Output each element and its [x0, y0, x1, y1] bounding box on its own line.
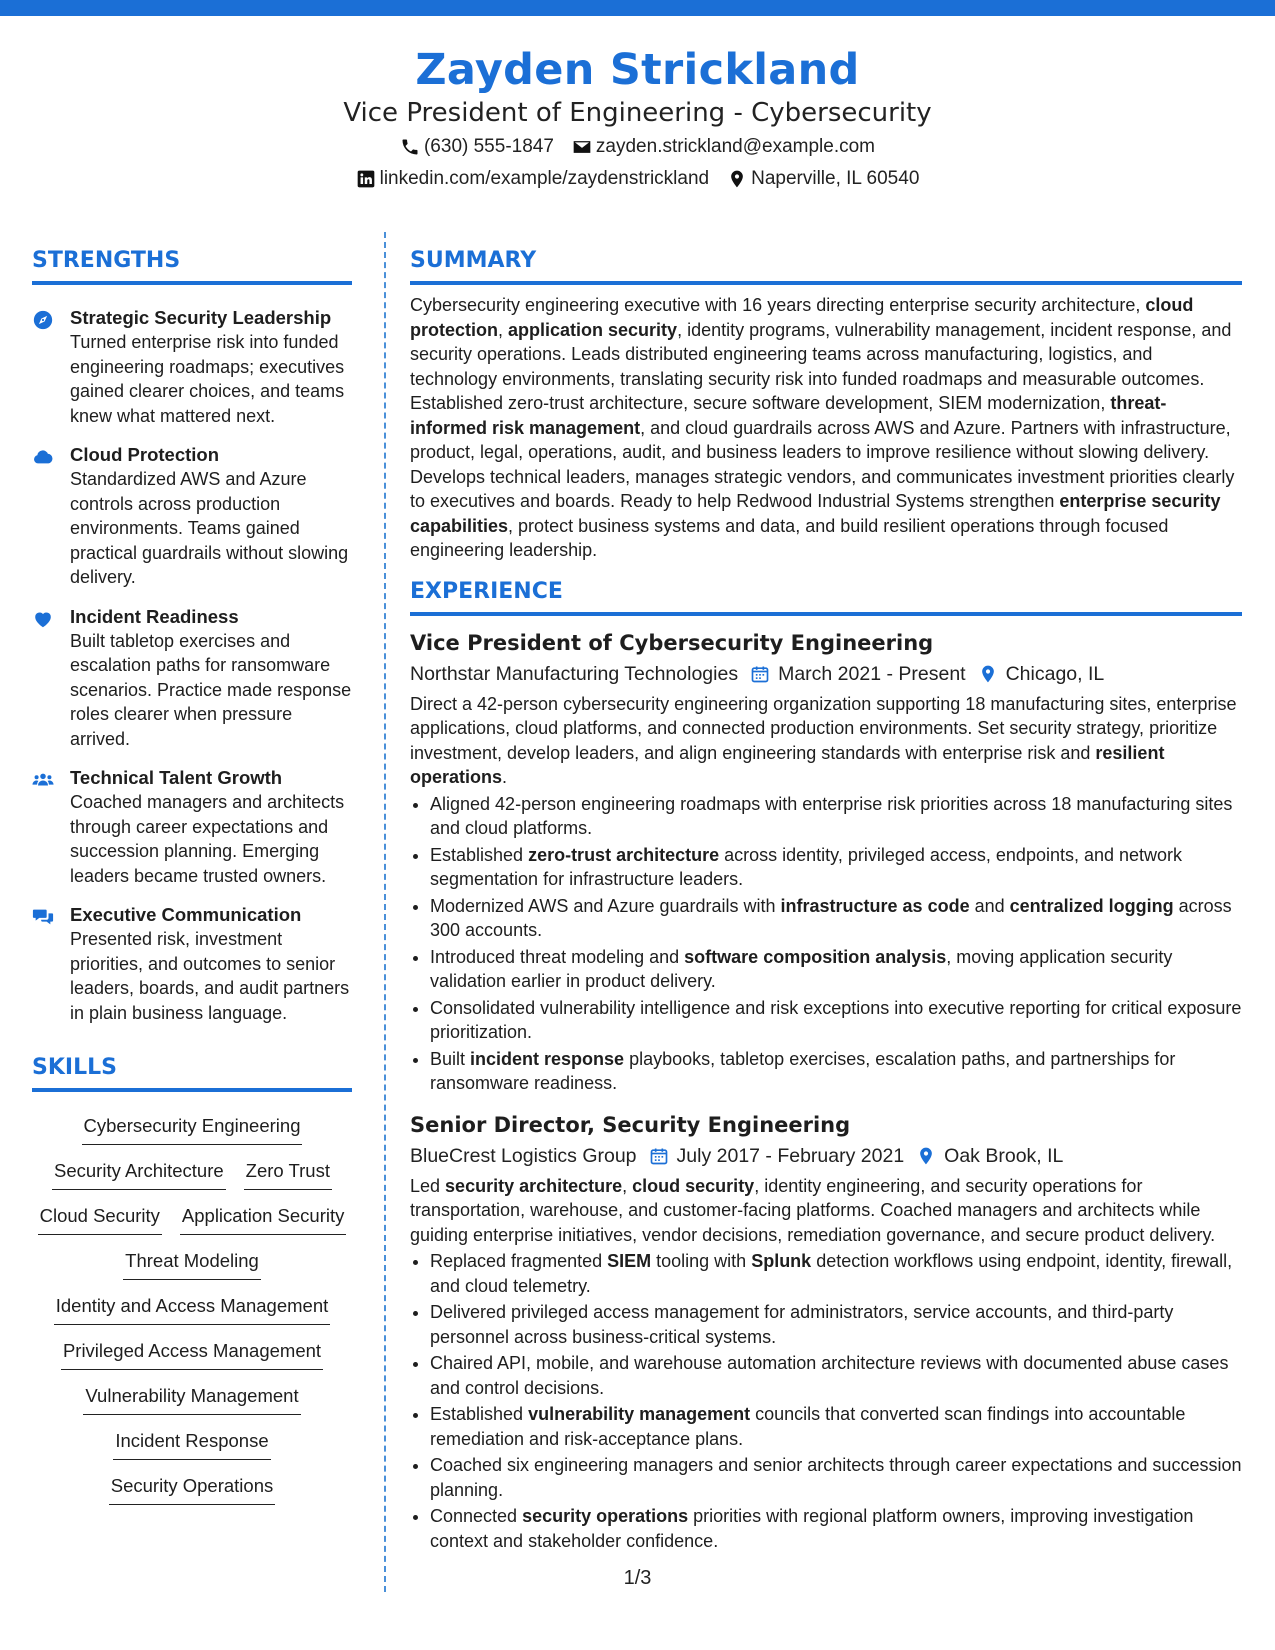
- bullet-emphasis: Splunk: [751, 1251, 812, 1271]
- skill-tag: Security Architecture: [52, 1157, 226, 1190]
- job-meta: [410, 1140, 1242, 1172]
- location-text: Naperville, IL 60540: [751, 168, 920, 189]
- strength-title: Incident Readiness: [70, 605, 239, 627]
- linkedin-contact[interactable]: [356, 164, 710, 194]
- skill-tag: Cybersecurity Engineering: [82, 1112, 303, 1145]
- job-title: Senior Director, Security Engineering: [410, 1112, 851, 1137]
- bullet-text: councils that converted scan findings into accountable remediation and risk-acceptance plans.: [430, 1404, 1186, 1449]
- strength-desc: Standardized AWS and Azure controls across production environments. Teams gained practical guardrails without slowing delivery.: [70, 469, 349, 587]
- candidate-title: Vice President of Engineering - Cybersecurity: [343, 98, 932, 128]
- resume-header: [0, 44, 1275, 194]
- job-entry: [410, 1110, 1242, 1554]
- summary-text: Cybersecurity engineering executive with 16 years directing enterprise security architecture,: [410, 295, 1146, 315]
- bullet-text: playbooks, tabletop exercises, escalation paths, and partnerships for ransomware readiness.: [430, 1048, 1176, 1093]
- location-contact: [727, 164, 919, 194]
- map-pin-icon: [727, 169, 747, 189]
- skill-row: [83, 1382, 300, 1415]
- summary-emphasis: application security: [508, 319, 678, 340]
- skill-tag: Identity and Access Management: [54, 1292, 331, 1325]
- bullet-text: Connected: [430, 1506, 523, 1526]
- strength-title: Executive Communication: [70, 904, 302, 925]
- contact-row-2: [0, 164, 1275, 194]
- job-bullet: [430, 894, 1242, 943]
- strength-item: [32, 902, 352, 1025]
- job-bullet: [430, 792, 1242, 841]
- job-entry: [410, 628, 1242, 1096]
- skill-tag: Zero Trust: [244, 1157, 332, 1190]
- summary-text: , and cloud guardrails across AWS and Azure. Partners with infrastructure, product, legal, operations, audit, and business leaders to improve resilience without slowing delivery. Develops technical leaders, manages strategic vendors, and communicates investment priorities clearly to executives and boards. Ready to help Redwood Industrial Systems strengthen: [410, 417, 1235, 511]
- location-text: Chicago, IL: [1005, 662, 1105, 685]
- job-bullet: [430, 1402, 1242, 1451]
- job-bullet: [430, 1453, 1242, 1502]
- job-location: [916, 1140, 1063, 1172]
- job-dates: [750, 658, 966, 690]
- summary-emphasis: threat-informed risk management: [410, 393, 1167, 438]
- skill-tag: Vulnerability Management: [83, 1382, 300, 1415]
- job-bullets: [410, 1249, 1242, 1553]
- phone-contact[interactable]: [400, 132, 554, 162]
- job-desc-text: Direct a 42-person cybersecurity engineering organization supporting 18 manufacturing sites, enterprise applications, cloud platforms, and connected production environments. Set security strategy, prioritize investment, develop leaders, and align engineering standards with enterprise risk and: [410, 693, 1237, 763]
- bullet-emphasis: vulnerability management: [528, 1404, 751, 1424]
- candidate-name: Zayden Strickland: [415, 45, 860, 95]
- bullet-text: Replaced fragmented: [430, 1251, 608, 1271]
- bullet-text: Modernized AWS and Azure guardrails with: [430, 895, 781, 916]
- summary-emphasis: cloud protection: [410, 295, 1194, 340]
- strength-item: [32, 305, 352, 428]
- bullet-text: across identity, privileged access, endpoints, and network segmentation for infrastructure leaders.: [430, 844, 1183, 889]
- skill-tag: Privileged Access Management: [61, 1337, 323, 1370]
- compass-icon: [32, 309, 54, 331]
- bullet-text: Chaired API, mobile, and warehouse automation architecture reviews with documented abuse cases and control decisions.: [430, 1353, 1229, 1398]
- column-divider: [384, 232, 386, 1592]
- email-contact[interactable]: [572, 132, 875, 162]
- job-bullet: [430, 945, 1242, 994]
- job-bullet: [430, 1249, 1242, 1298]
- dates-text: July 2017 - February 2021: [676, 1144, 905, 1167]
- bullet-text: detection workflows using endpoint, identity, firewall, and cloud telemetry.: [430, 1251, 1233, 1296]
- bullet-emphasis: zero-trust architecture: [528, 844, 720, 865]
- strength-desc: Turned enterprise risk into funded engineering roadmaps; executives gained clearer choices, and teams knew what mattered next.: [70, 332, 345, 426]
- summary-text: [410, 293, 1242, 563]
- summary-text: , protect business systems and data, and build resilient operations through focused engineering leadership.: [410, 515, 1169, 560]
- skills-heading: SKILLS: [32, 1053, 352, 1092]
- skill-row: [82, 1112, 303, 1145]
- contact-row-1: [0, 132, 1275, 162]
- job-title: Vice President of Cybersecurity Engineering: [410, 630, 934, 655]
- location-text: Oak Brook, IL: [944, 1144, 1064, 1167]
- summary-text: ,: [498, 319, 509, 340]
- bullet-text: Coached six engineering managers and senior architects through career expectations and succession planning.: [430, 1455, 1242, 1500]
- calendar-icon: [750, 664, 770, 684]
- experience-heading: EXPERIENCE: [410, 577, 1242, 616]
- job-description: [410, 1174, 1242, 1248]
- strengths-heading: STRENGTHS: [32, 246, 352, 285]
- skill-tag: Incident Response: [113, 1427, 270, 1460]
- skill-row: [113, 1427, 270, 1460]
- skill-tag: Threat Modeling: [123, 1247, 261, 1280]
- bullet-text: Introduced threat modeling and: [430, 946, 685, 967]
- bullet-text: and: [969, 895, 1010, 916]
- strength-item: [32, 604, 352, 752]
- linkedin-icon: [356, 169, 376, 189]
- calendar-icon: [649, 1146, 669, 1166]
- job-bullets: [410, 792, 1242, 1096]
- bullet-text: priorities with regional platform owners, improving investigation context and stakeholder confidence.: [430, 1506, 1194, 1551]
- job-bullet: [430, 1504, 1242, 1553]
- right-column: [410, 246, 1242, 1553]
- skill-row: [61, 1337, 323, 1370]
- strength-item: [32, 442, 352, 590]
- job-bullet: [430, 996, 1242, 1045]
- summary-text: , identity programs, vulnerability management, incident response, and security operations. Leads distributed engineering teams across manufacturing, logistics, and technology environments, translating security risk into funded roadmaps and measurable outcomes. Established zero-trust architecture, secure software development, SIEM modernization,: [410, 319, 1232, 413]
- job-desc-text: ,: [622, 1175, 633, 1196]
- cloud-icon: [32, 446, 54, 468]
- summary-emphasis: enterprise security capabilities: [410, 491, 1221, 536]
- strength-title: Technical Talent Growth: [70, 767, 283, 788]
- job-bullet: [430, 1047, 1242, 1096]
- bullet-text: , moving application security validation earlier in product delivery.: [430, 946, 1173, 991]
- bullet-emphasis: infrastructure as code: [780, 895, 970, 916]
- job-bullet: [430, 843, 1242, 892]
- company-name: BlueCrest Logistics Group: [410, 1144, 637, 1167]
- bullet-emphasis: centralized logging: [1009, 895, 1174, 916]
- bullet-text: Consolidated vulnerability intelligence and risk exceptions into executive reporting for critical exposure prioritization.: [430, 997, 1242, 1042]
- users-icon: [32, 769, 54, 791]
- strengths-list: [32, 285, 352, 1025]
- skill-row: [54, 1292, 331, 1325]
- map-pin-icon: [978, 664, 998, 684]
- job-location: [978, 658, 1105, 690]
- bullet-text: Established: [430, 844, 529, 865]
- skill-row: [109, 1472, 275, 1505]
- phone-text: (630) 555-1847: [423, 136, 554, 157]
- phone-icon: [400, 137, 420, 157]
- job-meta: [410, 658, 1242, 690]
- summary-heading: SUMMARY: [410, 246, 1242, 285]
- skill-row: [38, 1202, 347, 1235]
- bullet-text: tooling with: [651, 1251, 752, 1271]
- job-desc-emphasis: cloud security: [632, 1175, 755, 1196]
- job-dates: [649, 1140, 905, 1172]
- strength-desc: Built tabletop exercises and escalation paths for ransomware scenarios. Practice made response roles clearer when pressure arrived.: [70, 630, 352, 749]
- skill-row: [123, 1247, 261, 1280]
- skill-tag: Security Operations: [109, 1472, 275, 1505]
- comments-icon: [32, 906, 54, 928]
- bullet-text: Established: [430, 1404, 529, 1424]
- bullet-emphasis: software composition analysis: [684, 946, 947, 967]
- skill-tag: Application Security: [180, 1202, 346, 1235]
- bullet-emphasis: incident response: [470, 1048, 625, 1069]
- job-description: [410, 692, 1242, 790]
- skills-grid: [32, 1092, 352, 1505]
- bullet-emphasis: SIEM: [607, 1251, 652, 1271]
- company-name: Northstar Manufacturing Technologies: [410, 662, 739, 685]
- email-text: zayden.strickland@example.com: [595, 136, 875, 157]
- bullet-emphasis: security operations: [522, 1506, 689, 1526]
- linkedin-text: linkedin.com/example/zaydenstrickland: [379, 168, 710, 189]
- envelope-icon: [572, 137, 592, 157]
- job-bullet: [430, 1351, 1242, 1400]
- job-desc-emphasis: security architecture: [445, 1175, 623, 1196]
- bullet-text: Delivered privileged access management for administrators, service accounts, and third-party personnel across business-critical systems.: [430, 1302, 1174, 1347]
- job-desc-emphasis: resilient operations: [410, 742, 1165, 787]
- strength-title: Strategic Security Leadership: [70, 307, 332, 328]
- heart-icon: [32, 608, 54, 630]
- strength-desc: Presented risk, investment priorities, and outcomes to senior leaders, boards, and audit partners in plain business language.: [70, 929, 350, 1023]
- dates-text: March 2021 - Present: [778, 662, 966, 685]
- map-pin-icon: [916, 1146, 936, 1166]
- bullet-text: Built: [430, 1048, 471, 1069]
- page-number: 1/3: [623, 1567, 652, 1589]
- job-bullet: [430, 1300, 1242, 1349]
- bullet-text: Aligned 42-person engineering roadmaps with enterprise risk priorities across 18 manufacturing sites and cloud platforms.: [430, 793, 1233, 838]
- top-accent-bar: [0, 0, 1275, 16]
- skill-row: [52, 1157, 332, 1190]
- job-desc-text: , identity engineering, and security operations for transportation, warehouse, and customer-facing platforms. Coached managers and architects while guiding enterprise initiatives, vendor decisions, remediation governance, and secure product delivery.: [410, 1175, 1216, 1245]
- strength-title: Cloud Protection: [70, 444, 220, 465]
- bullet-text: across 300 accounts.: [430, 895, 1232, 940]
- left-column: [32, 246, 352, 1505]
- job-desc-text: Led: [410, 1175, 446, 1196]
- job-desc-text: .: [502, 767, 508, 787]
- strength-item: [32, 765, 352, 888]
- skill-tag: Cloud Security: [38, 1202, 162, 1235]
- strength-desc: Coached managers and architects through career expectations and succession planning. Emerging leaders became trusted owners.: [70, 792, 345, 886]
